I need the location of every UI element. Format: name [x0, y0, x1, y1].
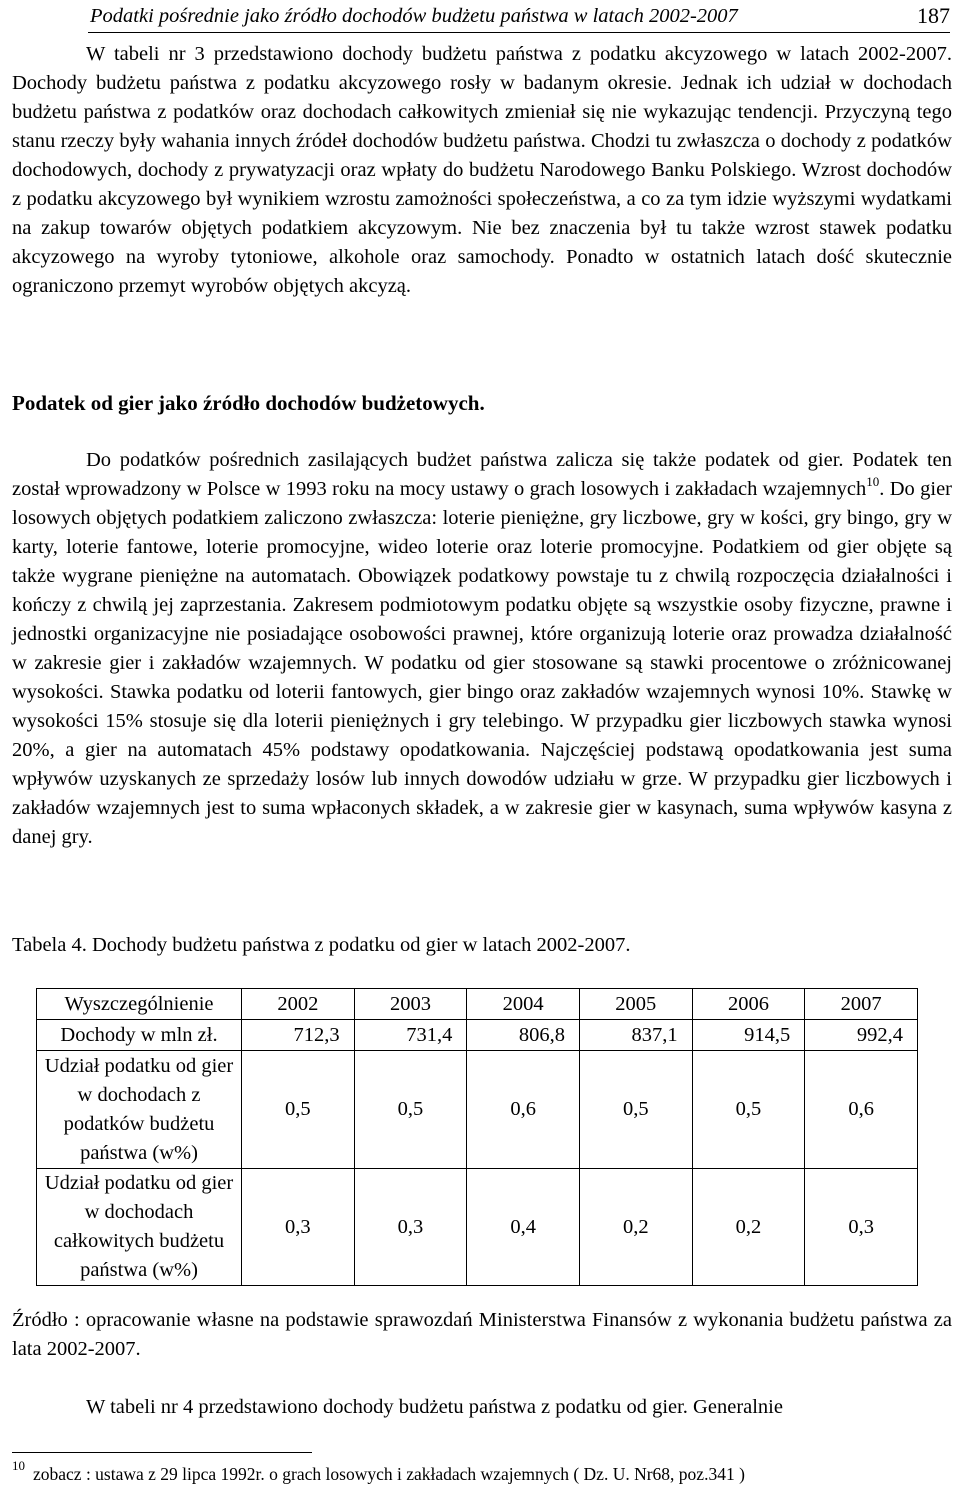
footnote-reference: 10 [866, 474, 880, 489]
table-cell: 0,2 [579, 1169, 692, 1286]
paragraph-excise-tax [12, 40, 952, 301]
header-title: Podatki pośrednie jako źródło dochodów budżetu państwa w latach 2002-2007 [90, 5, 738, 27]
table-cell: 0,3 [242, 1169, 355, 1286]
table-source-note: Źródło : opracowanie własne na podstawie sprawozdań Ministerstwa Finansów z wykonania budżetu państwa za lata 2002-2007. [12, 1309, 952, 1360]
table-cell: 0,2 [692, 1169, 805, 1286]
row-label: Dochody w mln zł. [37, 1020, 242, 1051]
table-cell: 0,4 [467, 1169, 580, 1286]
table-cell: 731,4 [354, 1020, 467, 1051]
footnote-number: 10 [12, 1458, 25, 1473]
table-header-cell: 2005 [579, 989, 692, 1020]
table-cell: 712,3 [242, 1020, 355, 1051]
row-label: Udział podatku od gier w dochodach z podatków budżetu państwa (w%) [37, 1051, 242, 1169]
table-cell: 914,5 [692, 1020, 805, 1051]
table-header-cell: 2002 [242, 989, 355, 1020]
page-number: 187 [917, 3, 950, 28]
paragraph-gaming-tax [12, 446, 952, 852]
table-cell: 837,1 [579, 1020, 692, 1051]
table-cell: 0,5 [692, 1051, 805, 1169]
running-header [88, 2, 950, 33]
paragraph-gaming-tax-text-2: . Do gier losowych objętych podatkiem zaliczono zwłaszcza: loterie pieniężne, gry liczbowe, gry w kości, gry bingo, gry w karty, loterie fantowe, loterie promocyjne, wideo loterie oraz loterie promocyjne. Podatkiem od gier objęte są także wygrane pieniężne na automatach. Obowiązek podatkowy powstaje tu z chwilą rozpoczęcia działalności i kończy z chwilą jej zaprzestania. Zakresem podmiotowym podatku objęte są wszystkie osoby fizyczne, prawne i jednostki organizacyjne nie posiadające osobowości prawnej, które organizują loterie oraz prowadza działalność w zakresie gier i zakładów wzajemnych. W podatku od gier stosowane są stawki procentowe o zróżnicowanej wysokości. Stawka podatku od loterii fantowych, gier bingo oraz zakładów wzajemnych wynosi 10%. Stawkę w wysokości 15% stosuje się dla loterii pieniężnych i gry telebingo. W przypadku gier liczbowych stawka wynosi 20%, a gier na automatach 45% podstawy opodatkowania. Najczęściej podstawą opodatkowania jest suma wpływów uzyskanych ze sprzedaży losów lub innych dowodów udziału w grze. W przypadku gier liczbowych i zakładów wzajemnych jest to suma wpłaconych składek, a w zakresie gier w kasynach, suma wpływów kasyna z danej gry. [12, 478, 952, 848]
table-cell: 0,3 [805, 1169, 918, 1286]
table-cell: 0,5 [354, 1051, 467, 1169]
table-caption: Tabela 4. Dochody budżetu państwa z podatku od gier w latach 2002-2007. [12, 934, 631, 956]
table-cell: 0,3 [354, 1169, 467, 1286]
footnote-text: zobacz : ustawa z 29 lipca 1992r. o grach losowych i zakładach wzajemnych ( Dz. U. Nr68, poz.341 ) [33, 1464, 745, 1484]
table-row [37, 1169, 918, 1286]
table-header-cell: 2003 [354, 989, 467, 1020]
paragraph-table-intro-text: W tabeli nr 4 przedstawiono dochody budżetu państwa z podatku od gier. Generalnie [86, 1396, 783, 1418]
table-cell: 0,5 [242, 1051, 355, 1169]
table-header-row [37, 989, 918, 1020]
table-header-cell: 2006 [692, 989, 805, 1020]
footnote [12, 1458, 952, 1487]
section-heading: Podatek od gier jako źródło dochodów budżetowych. [12, 391, 485, 415]
paragraph-gaming-tax-text-1: Do podatków pośrednich zasilających budżet państwa zalicza się także podatek od gier. Podatek ten został wprowadzony w Polsce w 1993 roku na mocy ustawy o grach losowych i zakładach wzajemnych [12, 449, 952, 500]
paragraph-table-intro [12, 1393, 952, 1422]
gaming-tax-table [36, 988, 918, 1286]
table-cell: 0,6 [467, 1051, 580, 1169]
table-cell: 0,6 [805, 1051, 918, 1169]
table-cell: 992,4 [805, 1020, 918, 1051]
table-header-cell: 2004 [467, 989, 580, 1020]
table-cell: 0,5 [579, 1051, 692, 1169]
paragraph-excise-tax-text: W tabeli nr 3 przedstawiono dochody budżetu państwa z podatku akcyzowego w latach 2002-2007. Dochody budżetu państwa z podatku akcyzowego rosły w badanym okresie. Jednak ich udział w dochodach budżetu państwa z podatków oraz dochodach całkowitych zmieniał się nie wykazując tendencji. Przyczyną tego stanu rzeczy były wahania innych źródeł dochodów budżetu państwa. Chodzi tu zwłaszcza o dochody z podatków dochodowych, dochody z prywatyzacji oraz wpłaty do budżetu Narodowego Banku Polskiego. Wzrost dochodów z podatku akcyzowego był wynikiem wzrostu zamożności społeczeństwa, a co za tym idzie wyższymi wydatkami na zakup towarów objętych podatkiem akcyzowym. Nie bez znaczenia był tu także wzrost stawek podatku akcyzowego na wyroby tytoniowe, alkohole oraz samochody. Ponadto w ostatnich latach dość skutecznie ograniczono przemyt wyrobów objętych akcyzą. [12, 43, 952, 297]
table-cell: 806,8 [467, 1020, 580, 1051]
table-header-cell: Wyszczególnienie [37, 989, 242, 1020]
table-row [37, 1051, 918, 1169]
row-label: Udział podatku od gier w dochodach całkowitych budżetu państwa (w%) [37, 1169, 242, 1286]
footnote-divider [12, 1452, 312, 1453]
table-header-cell: 2007 [805, 989, 918, 1020]
table-row [37, 1020, 918, 1051]
